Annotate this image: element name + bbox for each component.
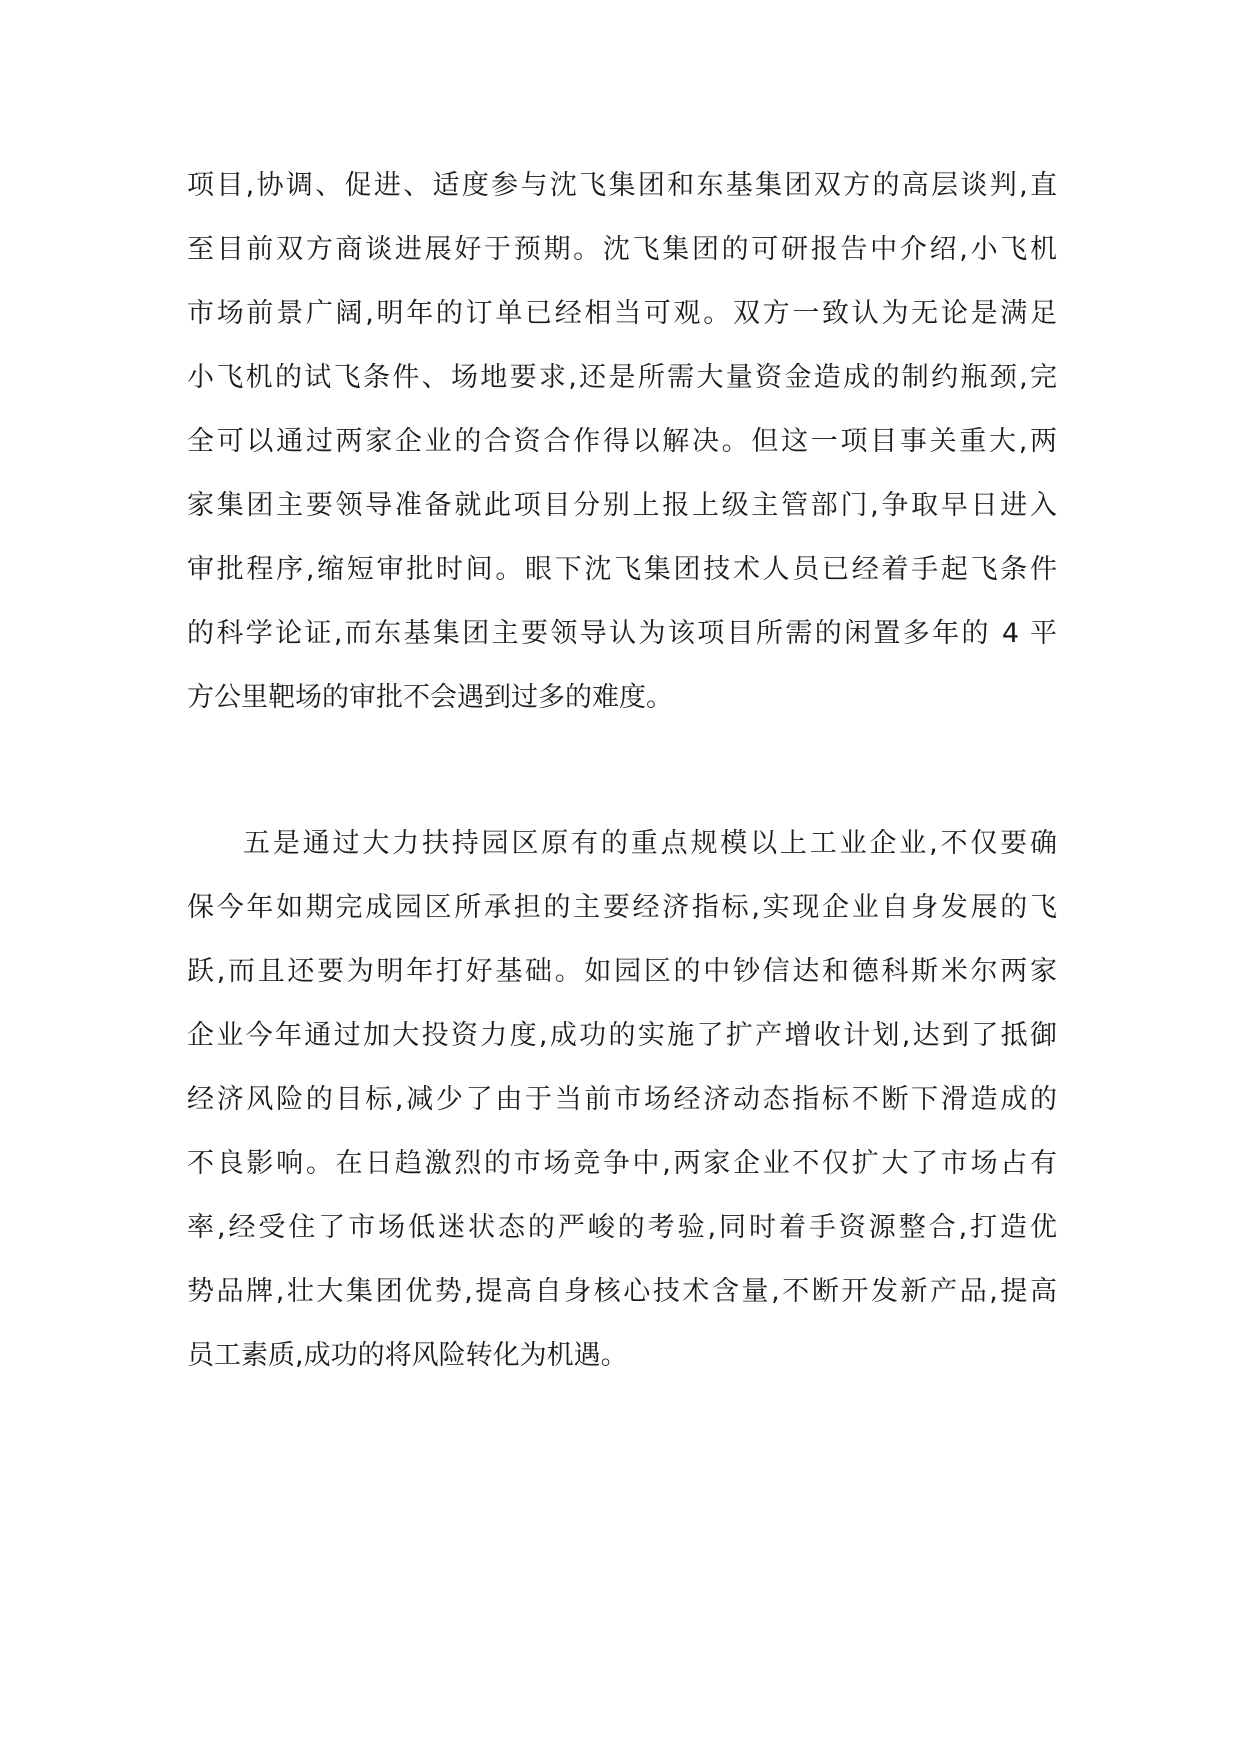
- paragraph-line: 项目,协调、促进、适度参与沈飞集团和东基集团双方的高层谈判,直: [187, 170, 1057, 201]
- paragraph-line: 五是通过大力扶持园区原有的重点规模以上工业企业,不仅要确: [243, 828, 1057, 859]
- paragraph-line: 小飞机的试飞条件、场地要求,还是所需大量资金造成的制约瓶颈,完: [187, 362, 1057, 393]
- paragraph-line: 势品牌,壮大集团优势,提高自身核心技术含量,不断开发新产品,提高: [187, 1276, 1057, 1307]
- paragraph-line: 保今年如期完成园区所承担的主要经济指标,实现企业自身发展的飞: [187, 892, 1057, 923]
- paragraph-line: 企业今年通过加大投资力度,成功的实施了扩产增收计划,达到了抵御: [187, 1020, 1057, 1051]
- paragraph-line: 家集团主要领导准备就此项目分别上报上级主管部门,争取早日进入: [187, 490, 1057, 521]
- paragraph-line: 市场前景广阔,明年的订单已经相当可观。双方一致认为无论是满足: [187, 298, 1057, 329]
- paragraph-line: 的科学论证,而东基集团主要领导认为该项目所需的闲置多年的 4 平: [187, 618, 1057, 649]
- paragraph-line: 全可以通过两家企业的合资合作得以解决。但这一项目事关重大,两: [187, 426, 1057, 457]
- paragraph-2: [187, 812, 1057, 1388]
- paragraph-line: 不良影响。在日趋激烈的市场竞争中,两家企业不仅扩大了市场占有: [187, 1148, 1057, 1179]
- paragraph-1: [187, 154, 1057, 730]
- paragraph-line: 至目前双方商谈进展好于预期。沈飞集团的可研报告中介绍,小飞机: [187, 234, 1057, 265]
- paragraph-line: 员工素质,成功的将风险转化为机遇。: [187, 1340, 628, 1371]
- paragraph-line: 审批程序,缩短审批时间。眼下沈飞集团技术人员已经着手起飞条件: [187, 554, 1057, 585]
- paragraph-line: 率,经受住了市场低迷状态的严峻的考验,同时着手资源整合,打造优: [187, 1212, 1057, 1243]
- paragraph-line: 方公里靶场的审批不会遇到过多的难度。: [187, 682, 673, 713]
- paragraph-line: 跃,而且还要为明年打好基础。如园区的中钞信达和德科斯米尔两家: [187, 956, 1057, 987]
- paragraph-line: 经济风险的目标,减少了由于当前市场经济动态指标不断下滑造成的: [187, 1084, 1057, 1115]
